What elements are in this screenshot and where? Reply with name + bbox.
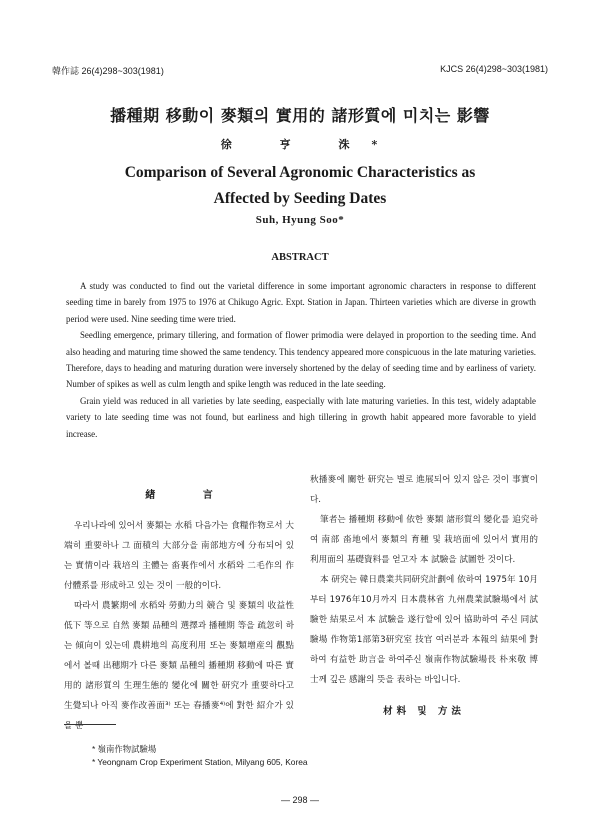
title-english-line2: Affected by Seeding Dates: [213, 190, 387, 207]
abstract-paragraph: Seedling emergence, primary tillering, and formation of flower primodia were delayed in proportion to the seeding time. And also heading and maturing time showed the same tendency. This tendency appeared more conspicuous in the late maturing varieties. Therefore, days to heading and maturing duration were inversely shortened by the delay of seeding time and by earliness of variety. Number of spikes as well as culm length and spike length was reduced in the late seeding.: [66, 330, 536, 390]
title-english-line1: Comparison of Several Agronomic Characteristics as: [124, 164, 476, 181]
author-english: Suh, Hyung Soo*: [255, 214, 345, 226]
body-paragraph: 秋播麥에 關한 研究는 별로 進展되어 있지 않은 것이 事實이다.: [310, 475, 538, 505]
right-column: [310, 470, 538, 722]
journal-citation-en: KJCS 26(4)298~303(1981): [440, 64, 548, 74]
abstract-paragraph: Grain yield was reduced in all varieties by late seeding, easpecially with late maturing varieties. In this test, widely adaptable variety to late seeding time was not found, but earliness and high tillering in growth habit appeared more favorable to yield increase.: [66, 395, 536, 439]
abstract-paragraph: A study was conducted to find out the varietal difference in some important agronomic characters in response to different seeding time in barely from 1975 to 1976 at Chikugo Agric. Expt. Station in Japan. Thirteen varieties which are diverse in growth period were used. Nine seeding time were tried.: [66, 281, 536, 324]
body-paragraph: 따라서 農繁期에 水稻와 勞動力의 競合 및 麥類의 收益性 低下 等으로 自然 麥類 品種의 選擇과 播種期 等을 疏忽히 하는 傾向이 있는데 農耕地의 高度利用 또는 麥類增産의 觀點에서 볼때 出穗期가 다른 麥類 品種의 播種期 移動에 따른 實用的 諸形質의 生理生態的 變化에 關한 研究가 重要하다고 生覺되나 아직 麥作改善面³⁾ 또는 春播麥⁴⁾에 對한 紹介가 있을 뿐: [64, 601, 294, 731]
title-korean: 播種期 移動이 麥類의 實用的 諸形質에 미치는 影響: [110, 106, 490, 125]
abstract-heading: ABSTRACT: [271, 252, 329, 263]
page-number: — 298 —: [280, 795, 320, 805]
footnote-affiliation-en: * Yeongnam Crop Experiment Station, Milyang 605, Korea: [92, 757, 308, 767]
footnote-divider: [64, 724, 116, 725]
journal-citation-kr: 韓作誌 26(4)298~303(1981): [52, 66, 164, 76]
materials-methods-heading: 材料 및 方法: [383, 706, 465, 717]
author-korean: 徐 亨 洙*: [220, 138, 400, 151]
left-column: [64, 486, 294, 736]
introduction-heading: 緖 言: [145, 490, 235, 501]
abstract-body: [66, 278, 536, 442]
body-paragraph: 筆者는 播種期 移動에 依한 麥類 諸形質의 變化를 追究하여 南部 畓地에서 麥類의 育種 및 栽培面에 있어서 實用的 利用面의 基礎資料를 얻고자 本 試驗을 試圖한 것이다.: [310, 515, 538, 565]
footnote-affiliation-kr: * 嶺南作物試驗場: [92, 744, 157, 754]
title-english: [0, 160, 600, 212]
body-paragraph: 우리나라에 있어서 麥類는 水稻 다음가는 食糧作物로서 大端히 重要하나 그 面積의 大部分을 南部地方에 分布되어 있는 實情이라 栽培의 主體는 畓裏作에서 水稻와 二毛作의 作付體系를 形成하고 있는 것이 一般的이다.: [64, 521, 294, 591]
body-paragraph: 本 研究는 韓日農業共同研究計劃에 依하여 1975年 10月부터 1976年10月까지 日本農林省 九州農業試驗場에서 試驗한 結果로서 本 試驗을 遂行할에 있어 協助하여 주신 同試驗場 作物第1部第3研究室 技官 여러분과 本報의 結果에 對하여 有益한 助言을 하여주신 嶺南作物試驗場長 朴來敬 博士께 깊은 感謝의 뜻을 表하는 바입니다.: [310, 575, 538, 685]
